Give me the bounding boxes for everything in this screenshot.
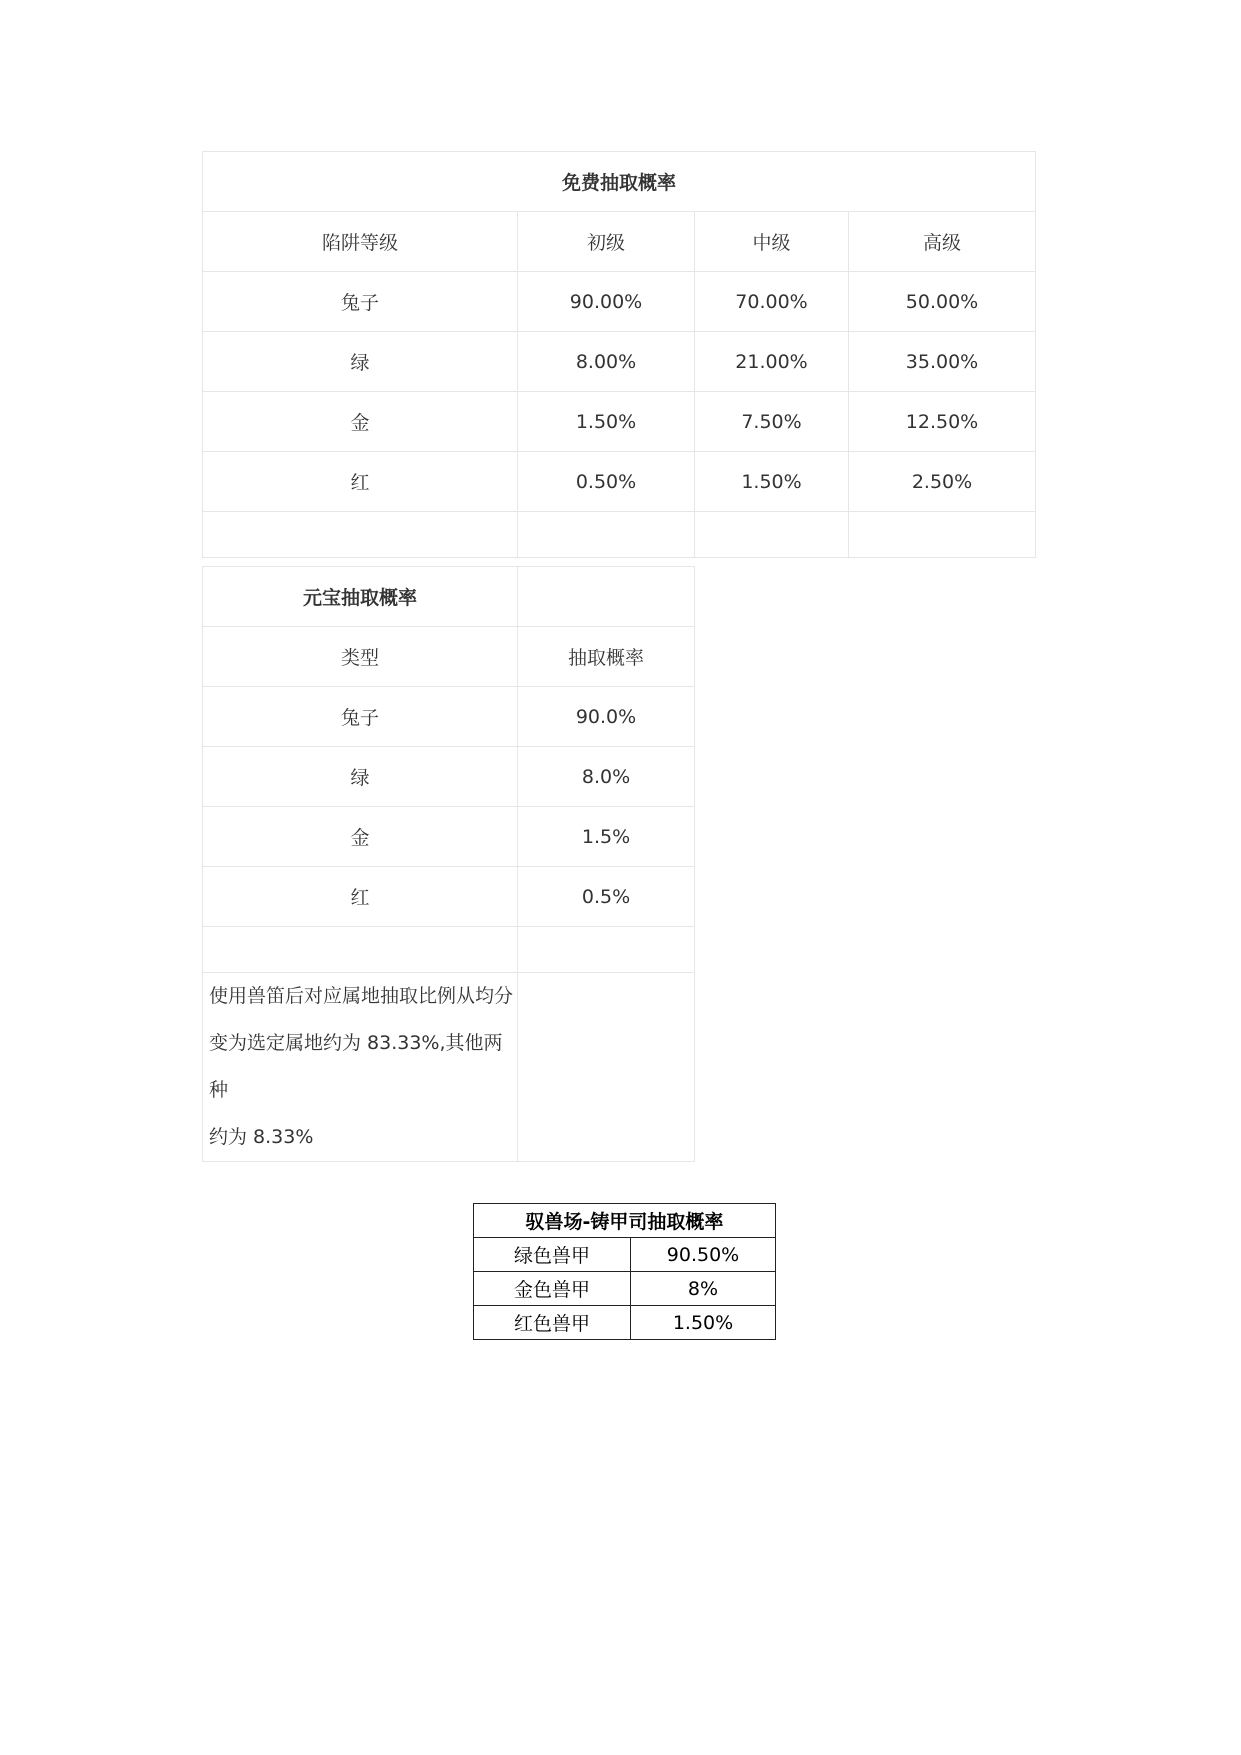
table-cell: 8% [631,1272,776,1306]
empty-cell [203,512,518,558]
empty-row [203,927,695,973]
table-row [203,452,1036,512]
table-title-row [203,567,695,627]
table-header-row [203,212,1036,272]
table-cell: 金 [203,392,518,452]
table-cell: 金色兽甲 [474,1272,631,1306]
table-row [203,272,1036,332]
empty-row [203,512,1036,558]
table-cell: 0.50% [518,452,695,512]
empty-cell [849,512,1036,558]
table-cell: 21.00% [695,332,849,392]
empty-cell [518,973,695,1162]
table-cell: 90.50% [631,1238,776,1272]
free-draw-title: 免费抽取概率 [203,152,1036,212]
table-cell: 7.50% [695,392,849,452]
table-header-row [203,627,695,687]
header-cell: 类型 [203,627,518,687]
free-draw-table [202,151,1036,558]
note-row [203,973,695,1162]
table-cell: 8.00% [518,332,695,392]
yuanbao-draw-title: 元宝抽取概率 [203,567,518,627]
empty-cell [518,512,695,558]
table-cell: 90.0% [518,687,695,747]
table-title-row [474,1204,776,1238]
table-cell: 8.0% [518,747,695,807]
table-cell: 金 [203,807,518,867]
table-cell: 50.00% [849,272,1036,332]
header-cell: 陷阱等级 [203,212,518,272]
beast-flute-note [203,973,518,1162]
table-cell: 红色兽甲 [474,1306,631,1340]
table-row [203,392,1036,452]
table-row [474,1238,776,1272]
empty-cell [695,512,849,558]
table-cell: 绿 [203,332,518,392]
table-cell: 70.00% [695,272,849,332]
table-cell: 红 [203,452,518,512]
table-cell: 12.50% [849,392,1036,452]
armor-draw-table [473,1203,776,1340]
table-cell: 兔子 [203,687,518,747]
table-title-row [203,152,1036,212]
yuanbao-draw-table [202,566,695,1162]
empty-cell [518,927,695,973]
empty-cell [203,927,518,973]
note-line: 变为选定属地约为 83.33%,其他两种 [209,1032,503,1101]
table-cell: 90.00% [518,272,695,332]
table-row [474,1272,776,1306]
header-cell: 高级 [849,212,1036,272]
header-cell: 初级 [518,212,695,272]
table-cell: 35.00% [849,332,1036,392]
table-row [474,1306,776,1340]
table-cell: 绿色兽甲 [474,1238,631,1272]
note-line: 使用兽笛后对应属地抽取比例从均分 [209,985,514,1007]
header-cell: 抽取概率 [518,627,695,687]
table-cell: 1.5% [518,807,695,867]
table-row [203,867,695,927]
table-cell: 0.5% [518,867,695,927]
table-cell: 2.50% [849,452,1036,512]
table-row [203,747,695,807]
table-cell: 绿 [203,747,518,807]
table-cell: 1.50% [695,452,849,512]
empty-cell [518,567,695,627]
table-cell: 1.50% [631,1306,776,1340]
table-cell: 兔子 [203,272,518,332]
table-row [203,807,695,867]
note-line: 约为 8.33% [209,1126,314,1148]
table-cell: 红 [203,867,518,927]
table-row [203,687,695,747]
table-cell: 1.50% [518,392,695,452]
armor-draw-title: 驭兽场-铸甲司抽取概率 [474,1204,776,1238]
header-cell: 中级 [695,212,849,272]
table-row [203,332,1036,392]
